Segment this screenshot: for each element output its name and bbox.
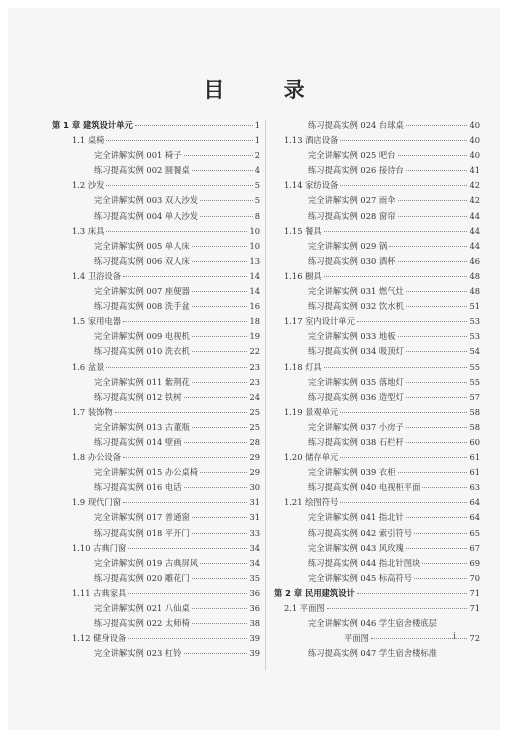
toc-entry-page: 60 xyxy=(469,436,480,447)
toc-example-entry[interactable] xyxy=(52,193,260,208)
toc-entry-page: 36 xyxy=(249,603,260,613)
toc-entry-label: 1.11 古典家具 xyxy=(72,587,127,598)
toc-entry-label: 完全讲解实例 027 雨伞 xyxy=(308,195,396,206)
toc-entry-label: 1.12 健身设备 xyxy=(72,633,127,644)
toc-leader-dots xyxy=(192,381,248,383)
toc-entry-label: 练习提高实例 026 接待台 xyxy=(308,165,404,176)
toc-leader-dots xyxy=(422,486,467,488)
toc-entry-page: 55 xyxy=(469,376,480,387)
toc-entry-page: 64 xyxy=(469,512,480,523)
toc-example-entry[interactable] xyxy=(274,556,480,571)
toc-example-entry[interactable] xyxy=(274,480,480,495)
toc-leader-dots xyxy=(324,366,468,368)
toc-entry-page: 51 xyxy=(469,301,480,312)
toc-entry-label: 完全讲解实例 037 小房子 xyxy=(308,421,404,432)
toc-leader-dots xyxy=(200,562,247,564)
toc-entry-label: 练习提高实例 044 指北针图块 xyxy=(308,557,421,568)
toc-leader-dots xyxy=(135,124,253,126)
toc-leader-dots xyxy=(115,411,248,413)
toc-example-entry[interactable] xyxy=(52,254,260,269)
toc-entry-page: 29 xyxy=(249,467,260,478)
toc-entry-label: 1.16 橱具 xyxy=(284,270,322,281)
toc-example-entry[interactable] xyxy=(52,209,260,224)
toc-leader-dots xyxy=(200,199,253,201)
toc-entry-label: 练习提高实例 022 太师椅 xyxy=(94,618,190,629)
toc-entry-label: 练习提高实例 004 单人沙发 xyxy=(94,210,199,221)
toc-entry-label: 完全讲解实例 003 双人沙发 xyxy=(94,195,199,206)
toc-example-entry[interactable] xyxy=(52,601,260,616)
toc-leader-dots xyxy=(406,305,468,307)
toc-entry-page: 35 xyxy=(249,572,260,583)
toc-example-entry[interactable] xyxy=(52,646,260,661)
toc-entry-page: 71 xyxy=(469,587,480,598)
toc-example-entry[interactable] xyxy=(52,148,260,163)
toc-section-entry[interactable] xyxy=(274,450,480,465)
toc-leader-dots xyxy=(123,501,247,503)
toc-entry-page: 10 xyxy=(249,240,260,251)
toc-example-entry[interactable] xyxy=(274,510,480,525)
toc-leader-dots xyxy=(324,275,468,277)
toc-entry-label: 练习提高实例 040 电视柜平面 xyxy=(308,482,421,493)
toc-entry-label: 练习提高实例 034 吸顶灯 xyxy=(308,346,404,357)
toc-section-entry[interactable] xyxy=(52,133,260,148)
toc-entry-page: 48 xyxy=(469,286,480,297)
toc-chapter-entry[interactable] xyxy=(52,118,260,133)
toc-entry-page: 64 xyxy=(469,497,480,508)
toc-leader-dots xyxy=(398,335,468,337)
toc-example-entry[interactable] xyxy=(52,299,260,314)
toc-entry-label: 练习提高实例 006 双人床 xyxy=(94,255,190,266)
toc-entry-page: 5 xyxy=(254,180,260,191)
toc-leader-dots xyxy=(192,260,248,262)
toc-example-entry[interactable] xyxy=(274,526,480,541)
toc-entry-label: 完全讲解实例 045 标高符号 xyxy=(308,572,413,583)
toc-entry-label: 练习提高实例 018 平开门 xyxy=(94,527,190,538)
toc-entry-label: 完全讲解实例 007 座便器 xyxy=(94,286,190,297)
toc-entry-label: 1.8 办公设备 xyxy=(72,452,122,463)
toc-entry-page: 23 xyxy=(249,361,260,372)
toc-entry-label: 练习提高实例 016 电话 xyxy=(94,482,182,493)
toc-example-entry[interactable] xyxy=(274,148,480,163)
toc-entry-page: 67 xyxy=(469,542,480,553)
toc-entry-page: 44 xyxy=(469,210,480,221)
toc-entry-page: 71 xyxy=(469,603,480,613)
toc-section-entry[interactable] xyxy=(274,269,480,284)
toc-entry-page: 54 xyxy=(469,346,480,357)
toc-leader-dots xyxy=(398,260,468,262)
toc-entry-label: 练习提高实例 047 学生宿舍楼标准 xyxy=(308,648,437,659)
toc-section-entry[interactable] xyxy=(52,224,260,239)
toc-entry-label: 完全讲解实例 021 八仙桌 xyxy=(94,603,190,613)
toc-section-entry[interactable] xyxy=(52,360,260,375)
toc-entry-page: 65 xyxy=(469,527,480,538)
toc-entry-label: 练习提高实例 024 台球桌 xyxy=(308,120,404,130)
toc-entry-page: 40 xyxy=(469,150,480,161)
toc-entry-label: 练习提高实例 030 酒杯 xyxy=(308,255,396,266)
toc-example-entry[interactable] xyxy=(274,631,480,646)
toc-entry-page: 44 xyxy=(469,240,480,251)
toc-example-entry[interactable] xyxy=(274,465,480,480)
toc-entry-label: 1.4 卫浴设备 xyxy=(72,270,122,281)
toc-section-entry[interactable] xyxy=(274,405,480,420)
toc-entry-label: 1.2 沙发 xyxy=(72,180,105,191)
toc-example-entry[interactable] xyxy=(52,510,260,525)
toc-example-entry[interactable] xyxy=(274,571,480,586)
toc-entry-label: 完全讲解实例 009 电视机 xyxy=(94,331,190,342)
toc-leader-dots xyxy=(106,139,252,141)
toc-leader-dots xyxy=(439,653,478,654)
toc-section-entry[interactable] xyxy=(274,178,480,193)
toc-entry-label: 第 1 章 建筑设计单元 xyxy=(52,120,133,130)
toc-example-entry[interactable] xyxy=(274,390,480,405)
toc-title: 目 录 xyxy=(203,78,331,102)
toc-entry-page: 38 xyxy=(249,618,260,629)
toc-entry-page: 40 xyxy=(469,135,480,146)
toc-section-entry[interactable] xyxy=(274,360,480,375)
toc-entry-label: 1.6 盆景 xyxy=(72,361,105,372)
toc-entry-page: 42 xyxy=(469,180,480,191)
toc-right-column xyxy=(274,118,480,661)
toc-leader-dots xyxy=(192,290,248,292)
toc-section-entry[interactable] xyxy=(52,269,260,284)
toc-entry-label: 完全讲解实例 033 地板 xyxy=(308,331,396,342)
toc-entry-label: 完全讲解实例 039 衣柜 xyxy=(308,467,396,478)
toc-leader-dots xyxy=(357,320,468,322)
toc-entry-label: 完全讲解实例 017 普通窗 xyxy=(94,512,190,523)
toc-section-entry[interactable] xyxy=(274,601,480,616)
toc-entry-label: 2.1 平面图 xyxy=(284,603,325,613)
toc-leader-dots xyxy=(398,154,468,156)
toc-entry-page: 14 xyxy=(249,270,260,281)
toc-entry-label: 1.21 绘图符号 xyxy=(284,497,339,508)
toc-leader-dots xyxy=(106,230,247,232)
toc-entry-page: 31 xyxy=(249,512,260,523)
toc-example-entry[interactable] xyxy=(274,163,480,178)
toc-entry-page: 30 xyxy=(249,482,260,493)
toc-leader-dots xyxy=(192,305,248,307)
toc-entry-label: 1.7 装饰物 xyxy=(72,406,113,417)
toc-leader-dots xyxy=(200,471,247,473)
toc-entry-page: 16 xyxy=(249,301,260,312)
toc-entry-page: 44 xyxy=(469,225,480,236)
toc-entry-label: 练习提高实例 042 索引符号 xyxy=(308,527,413,538)
toc-example-entry[interactable] xyxy=(274,193,480,208)
toc-entry-page: 39 xyxy=(249,648,260,659)
toc-entry-page: 63 xyxy=(469,482,480,493)
toc-example-entry[interactable] xyxy=(52,435,260,450)
toc-entry-page: 58 xyxy=(469,421,480,432)
toc-leader-dots xyxy=(406,516,468,518)
toc-leader-dots xyxy=(406,396,468,398)
toc-left-column xyxy=(52,118,260,661)
toc-entry-page: 42 xyxy=(469,195,480,206)
toc-example-entry[interactable] xyxy=(274,541,480,556)
toc-entry-page: 39 xyxy=(249,633,260,644)
toc-entry-label: 1.3 床具 xyxy=(72,225,105,236)
toc-entry-label: 完全讲解实例 011 紫荆花 xyxy=(94,376,190,387)
toc-entry-label: 练习提高实例 010 洗衣机 xyxy=(94,346,190,357)
toc-leader-dots xyxy=(422,562,467,564)
toc-example-entry[interactable] xyxy=(274,329,480,344)
toc-entry-page: 10 xyxy=(249,225,260,236)
toc-leader-dots xyxy=(406,290,468,292)
toc-example-entry[interactable] xyxy=(52,163,260,178)
toc-leader-dots xyxy=(192,335,248,337)
toc-example-entry[interactable] xyxy=(52,375,260,390)
toc-example-entry[interactable] xyxy=(274,209,480,224)
toc-entry-label: 练习提高实例 014 壁画 xyxy=(94,436,182,447)
toc-entry-label: 完全讲解实例 035 落地灯 xyxy=(308,376,404,387)
toc-entry-label: 完全讲解实例 019 古典屏风 xyxy=(94,557,199,568)
toc-leader-dots xyxy=(123,456,247,458)
toc-leader-dots xyxy=(192,607,248,609)
toc-example-entry[interactable] xyxy=(274,646,480,661)
toc-leader-dots xyxy=(192,245,248,247)
toc-entry-page: 53 xyxy=(469,331,480,342)
toc-entry-label: 平面图 xyxy=(344,633,369,644)
toc-entry-page: 8 xyxy=(254,210,260,221)
toc-example-entry[interactable] xyxy=(52,390,260,405)
toc-entry-label: 1.9 现代门窗 xyxy=(72,497,122,508)
toc-entry-label: 练习提高实例 038 石栏杆 xyxy=(308,436,404,447)
toc-leader-dots xyxy=(414,577,467,579)
toc-section-entry[interactable] xyxy=(274,314,480,329)
toc-example-entry[interactable] xyxy=(52,239,260,254)
toc-entry-page: 29 xyxy=(249,452,260,463)
toc-example-entry[interactable] xyxy=(274,344,480,359)
toc-entry-label: 1.1 桌椅 xyxy=(72,135,105,146)
page-number: i xyxy=(453,632,456,642)
toc-example-entry[interactable] xyxy=(52,526,260,541)
toc-leader-dots xyxy=(389,245,467,247)
toc-leader-dots xyxy=(184,441,248,443)
toc-entry-page: 48 xyxy=(469,270,480,281)
toc-example-entry[interactable] xyxy=(274,254,480,269)
toc-example-entry[interactable] xyxy=(274,616,480,631)
toc-entry-page: 40 xyxy=(469,120,480,130)
toc-entry-page: 70 xyxy=(469,572,480,583)
toc-entry-label: 完全讲解实例 029 锅 xyxy=(308,240,388,251)
toc-example-entry[interactable] xyxy=(52,480,260,495)
toc-entry-page: 5 xyxy=(254,195,260,206)
toc-leader-dots xyxy=(128,547,247,549)
toc-entry-label: 1.15 餐具 xyxy=(284,225,322,236)
toc-section-entry[interactable] xyxy=(52,541,260,556)
toc-leader-dots xyxy=(106,184,252,186)
toc-leader-dots xyxy=(128,637,247,639)
toc-leader-dots xyxy=(106,366,247,368)
toc-leader-dots xyxy=(398,471,468,473)
toc-entry-page: 14 xyxy=(249,286,260,297)
toc-entry-page: 36 xyxy=(249,587,260,598)
toc-example-entry[interactable] xyxy=(52,329,260,344)
toc-example-entry[interactable] xyxy=(274,299,480,314)
toc-entry-page: 28 xyxy=(249,436,260,447)
toc-leader-dots xyxy=(192,169,253,171)
toc-entry-page: 55 xyxy=(469,361,480,372)
toc-example-entry[interactable] xyxy=(274,239,480,254)
toc-leader-dots xyxy=(123,320,247,322)
toc-section-entry[interactable] xyxy=(52,405,260,420)
toc-leader-dots xyxy=(192,532,248,534)
toc-entry-label: 练习提高实例 036 造型灯 xyxy=(308,391,404,402)
toc-entry-page: 1 xyxy=(254,135,260,146)
toc-entry-page: 24 xyxy=(249,391,260,402)
toc-entry-label: 练习提高实例 028 窗帘 xyxy=(308,210,396,221)
toc-entry-label: 练习提高实例 012 铁树 xyxy=(94,391,182,402)
toc-example-entry[interactable] xyxy=(52,344,260,359)
toc-entry-page: 41 xyxy=(469,165,480,176)
toc-entry-page: 57 xyxy=(469,391,480,402)
toc-section-entry[interactable] xyxy=(52,495,260,510)
toc-example-entry[interactable] xyxy=(52,465,260,480)
toc-entry-label: 1.5 家用电器 xyxy=(72,316,122,327)
toc-entry-label: 练习提高实例 002 圆餐桌 xyxy=(94,165,190,176)
toc-entry-page: 13 xyxy=(249,255,260,266)
toc-entry-page: 23 xyxy=(249,376,260,387)
toc-entry-page: 34 xyxy=(249,557,260,568)
toc-example-entry[interactable] xyxy=(274,375,480,390)
toc-leader-dots xyxy=(192,622,248,624)
toc-entry-page: 33 xyxy=(249,527,260,538)
toc-leader-dots xyxy=(340,411,467,413)
toc-section-entry[interactable] xyxy=(52,314,260,329)
toc-page xyxy=(8,8,500,730)
toc-entry-page: 69 xyxy=(469,557,480,568)
toc-entry-label: 完全讲解实例 015 办公桌椅 xyxy=(94,467,199,478)
toc-leader-dots xyxy=(406,426,468,428)
toc-entry-label: 完全讲解实例 001 椅子 xyxy=(94,150,182,161)
toc-example-entry[interactable] xyxy=(274,118,480,133)
toc-entry-page: 31 xyxy=(249,497,260,508)
toc-entry-label: 完全讲解实例 041 指北针 xyxy=(308,512,404,523)
toc-entry-page: 18 xyxy=(249,316,260,327)
toc-chapter-entry[interactable] xyxy=(274,586,480,601)
toc-entry-label: 完全讲解实例 025 吧台 xyxy=(308,150,396,161)
toc-example-entry[interactable] xyxy=(52,556,260,571)
toc-entry-label: 1.17 室内设计单元 xyxy=(284,316,355,327)
toc-example-entry[interactable] xyxy=(52,420,260,435)
toc-leader-dots xyxy=(340,139,467,141)
toc-section-entry[interactable] xyxy=(52,631,260,646)
toc-entry-label: 1.13 酒店设备 xyxy=(284,135,339,146)
column-divider xyxy=(265,120,266,670)
toc-leader-dots xyxy=(406,169,468,171)
toc-entry-label: 完全讲解实例 023 杠铃 xyxy=(94,648,182,659)
toc-leader-dots xyxy=(192,426,248,428)
toc-entry-page: 4 xyxy=(254,165,260,176)
toc-entry-page: 72 xyxy=(469,633,480,644)
toc-leader-dots xyxy=(406,441,468,443)
toc-entry-label: 完全讲解实例 005 单人床 xyxy=(94,240,190,251)
toc-entry-page: 61 xyxy=(469,452,480,463)
toc-leader-dots xyxy=(324,230,468,232)
toc-entry-page: 2 xyxy=(254,150,260,161)
toc-leader-dots xyxy=(184,396,248,398)
toc-leader-dots xyxy=(192,577,248,579)
toc-entry-page: 25 xyxy=(249,421,260,432)
toc-section-entry[interactable] xyxy=(274,133,480,148)
toc-entry-page: 61 xyxy=(469,467,480,478)
toc-example-entry[interactable] xyxy=(274,284,480,299)
toc-leader-dots xyxy=(128,592,247,594)
toc-leader-dots xyxy=(406,350,468,352)
toc-entry-label: 1.14 家纺设备 xyxy=(284,180,339,191)
toc-example-entry[interactable] xyxy=(52,284,260,299)
toc-entry-label: 练习提高实例 008 洗手盆 xyxy=(94,301,190,312)
toc-entry-label: 完全讲解实例 013 古董瓶 xyxy=(94,421,190,432)
toc-leader-dots xyxy=(340,456,467,458)
toc-leader-dots xyxy=(406,124,468,126)
toc-entry-label: 1.19 景观单元 xyxy=(284,406,339,417)
toc-entry-page: 22 xyxy=(249,346,260,357)
toc-leader-dots xyxy=(184,652,248,654)
toc-entry-label: 完全讲解实例 046 学生宿舍楼底层 xyxy=(308,618,437,629)
toc-leader-dots xyxy=(192,350,248,352)
toc-entry-page: 58 xyxy=(469,406,480,417)
toc-leader-dots xyxy=(327,607,468,609)
toc-entry-label: 1.20 储存单元 xyxy=(284,452,339,463)
toc-entry-page: 53 xyxy=(469,316,480,327)
toc-leader-dots xyxy=(184,486,248,488)
toc-section-entry[interactable] xyxy=(52,178,260,193)
toc-entry-label: 完全讲解实例 031 燃气灶 xyxy=(308,286,404,297)
toc-example-entry[interactable] xyxy=(274,435,480,450)
toc-leader-dots xyxy=(357,592,468,594)
toc-entry-label: 1.10 古典门窗 xyxy=(72,542,127,553)
toc-entry-label: 练习提高实例 020 雕花门 xyxy=(94,572,190,583)
toc-entry-label: 1.18 灯具 xyxy=(284,361,322,372)
toc-leader-dots xyxy=(200,215,253,217)
toc-entry-page: 1 xyxy=(254,120,260,130)
toc-example-entry[interactable] xyxy=(52,571,260,586)
toc-entry-label: 练习提高实例 032 饮水机 xyxy=(308,301,404,312)
toc-leader-dots xyxy=(406,381,468,383)
toc-entry-page: 25 xyxy=(249,406,260,417)
toc-section-entry[interactable] xyxy=(274,495,480,510)
toc-leader-dots xyxy=(398,199,468,201)
toc-leader-dots xyxy=(340,184,467,186)
toc-entry-label: 第 2 章 民用建筑设计 xyxy=(274,587,355,598)
toc-leader-dots xyxy=(192,516,248,518)
toc-entry-page: 46 xyxy=(469,255,480,266)
toc-leader-dots xyxy=(123,275,247,277)
toc-section-entry[interactable] xyxy=(274,224,480,239)
toc-leader-dots xyxy=(340,501,467,503)
toc-entry-page: 34 xyxy=(249,542,260,553)
toc-section-entry[interactable] xyxy=(52,450,260,465)
toc-leader-dots xyxy=(184,154,253,156)
toc-example-entry[interactable] xyxy=(274,420,480,435)
toc-leader-dots xyxy=(398,215,468,217)
toc-entry-label: 完全讲解实例 043 风玫瑰 xyxy=(308,542,404,553)
toc-leader-dots xyxy=(439,623,478,624)
toc-section-entry[interactable] xyxy=(52,586,260,601)
toc-leader-dots xyxy=(414,532,467,534)
toc-leader-dots xyxy=(406,547,468,549)
toc-example-entry[interactable] xyxy=(52,616,260,631)
toc-entry-page: 19 xyxy=(249,331,260,342)
